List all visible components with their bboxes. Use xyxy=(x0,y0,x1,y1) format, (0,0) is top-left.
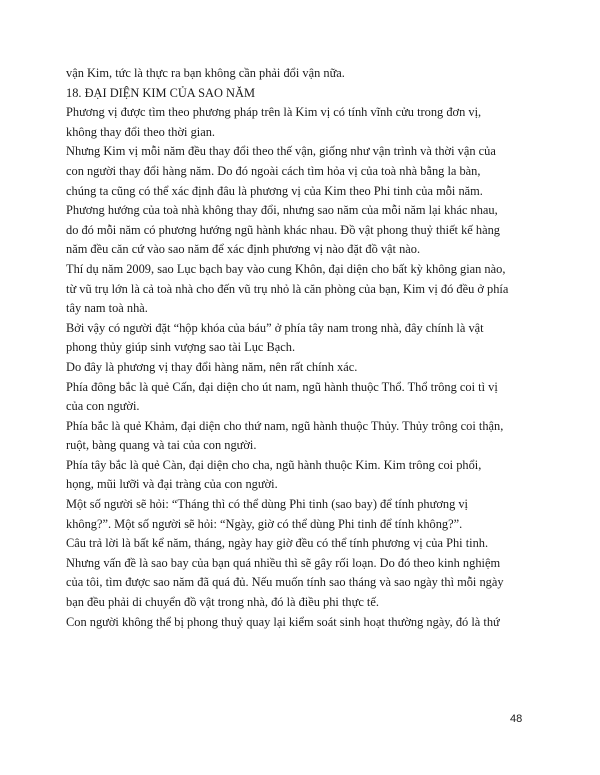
text-line: Phương vị được tìm theo phương pháp trên là Kim vị có tính vĩnh cửu trong đơn vị, xyxy=(66,105,482,120)
text-line: từ vũ trụ lớn là cả toà nhà cho đến vũ trụ nhỏ là căn phòng của bạn, Kim vị đó đều ở phía xyxy=(66,281,509,296)
text-line: không?”. Một số người sẽ hỏi: “Ngày, giờ có thể dùng Phi tinh để tính không?”. xyxy=(66,516,463,531)
text-line: do đó mỗi năm có phương hướng ngũ hành khác nhau. Đồ vật phong thuỷ thiết kế hàng xyxy=(66,222,500,237)
text-line: ruột, bàng quang và tai của con người. xyxy=(66,438,257,453)
text-line: con người thay đổi hàng năm. Do đó ngoài cách tìm hỏa vị của toà nhà bằng la bàn, xyxy=(66,163,481,178)
text-line: Do đây là phương vị thay đổi hàng năm, nên rất chính xác. xyxy=(66,359,358,374)
text-line: Câu trả lời là bất kể năm, tháng, ngày hay giờ đều có thể tính phương vị của Phi tinh. xyxy=(66,536,489,551)
text-line: Bởi vậy có người đặt “hộp khóa của báu” ở phía tây nam trong nhà, đây chính là vật xyxy=(66,320,484,335)
text-line: phong thủy giúp sinh vượng sao tài Lục Bạch. xyxy=(66,340,296,355)
text-line: Thí dụ năm 2009, sao Lục bạch bay vào cung Khôn, đại diện cho bất kỳ không gian nào, xyxy=(66,261,506,276)
text-line: Phía tây bắc là quẻ Càn, đại diện cho cha, ngũ hành thuộc Kim. Kim trông coi phổi, xyxy=(66,457,482,472)
body-text xyxy=(66,64,544,632)
text-line: không thay đổi theo thời gian. xyxy=(66,124,216,139)
text-line: Phía đông bắc là quẻ Cấn, đại diện cho út nam, ngũ hành thuộc Thổ. Thổ trông coi tì vị xyxy=(66,379,498,394)
text-line: Nhưng vấn đề là sao bay của bạn quá nhiều thì sẽ gây rối loạn. Do đó theo kinh nghiệm xyxy=(66,555,501,570)
text-line: bạn đều phải di chuyển đồ vật trong nhà, đó là điều phi thực tế. xyxy=(66,595,379,610)
text-line: họng, mũi lưỡi và đại tràng của con người. xyxy=(66,477,278,492)
text-line: năm đều căn cứ vào sao năm để xác định phương vị nào đặt đồ vật nào. xyxy=(66,242,421,257)
text-line: Nhưng Kim vị mỗi năm đều thay đổi theo thế vận, giống như vận trình và thời vận của xyxy=(66,144,496,159)
text-line: Con người không thể bị phong thuỷ quay lại kiểm soát sinh hoạt thường ngày, đó là thứ xyxy=(66,614,500,629)
text-line: Phương hướng của toà nhà không thay đổi, nhưng sao năm của mỗi năm lại khác nhau, xyxy=(66,203,498,218)
text-line: Một số người sẽ hỏi: “Tháng thì có thể dùng Phi tinh (sao bay) để tính phương vị xyxy=(66,497,468,512)
text-line: chúng ta cũng có thể xác định đâu là phương vị của Kim theo Phi tinh của mỗi năm. xyxy=(66,183,483,198)
text-line: tây nam toà nhà. xyxy=(66,301,148,316)
text-line: của tôi, tìm được sao năm đã quá đủ. Nếu muốn tính sao tháng và sao ngày thì mỗi ngày xyxy=(66,575,504,590)
text-line: vận Kim, tức là thực ra bạn không cần phải đổi vận nữa. xyxy=(66,66,345,80)
page-number: 48 xyxy=(510,713,523,725)
text-line: của con người. xyxy=(66,399,140,414)
text-line: 18. ĐẠI DIỆN KIM CỦA SAO NĂM xyxy=(66,85,255,100)
text-line: Phía bắc là quẻ Khảm, đại diện cho thứ nam, ngũ hành thuộc Thủy. Thủy trông coi thận, xyxy=(66,418,504,433)
